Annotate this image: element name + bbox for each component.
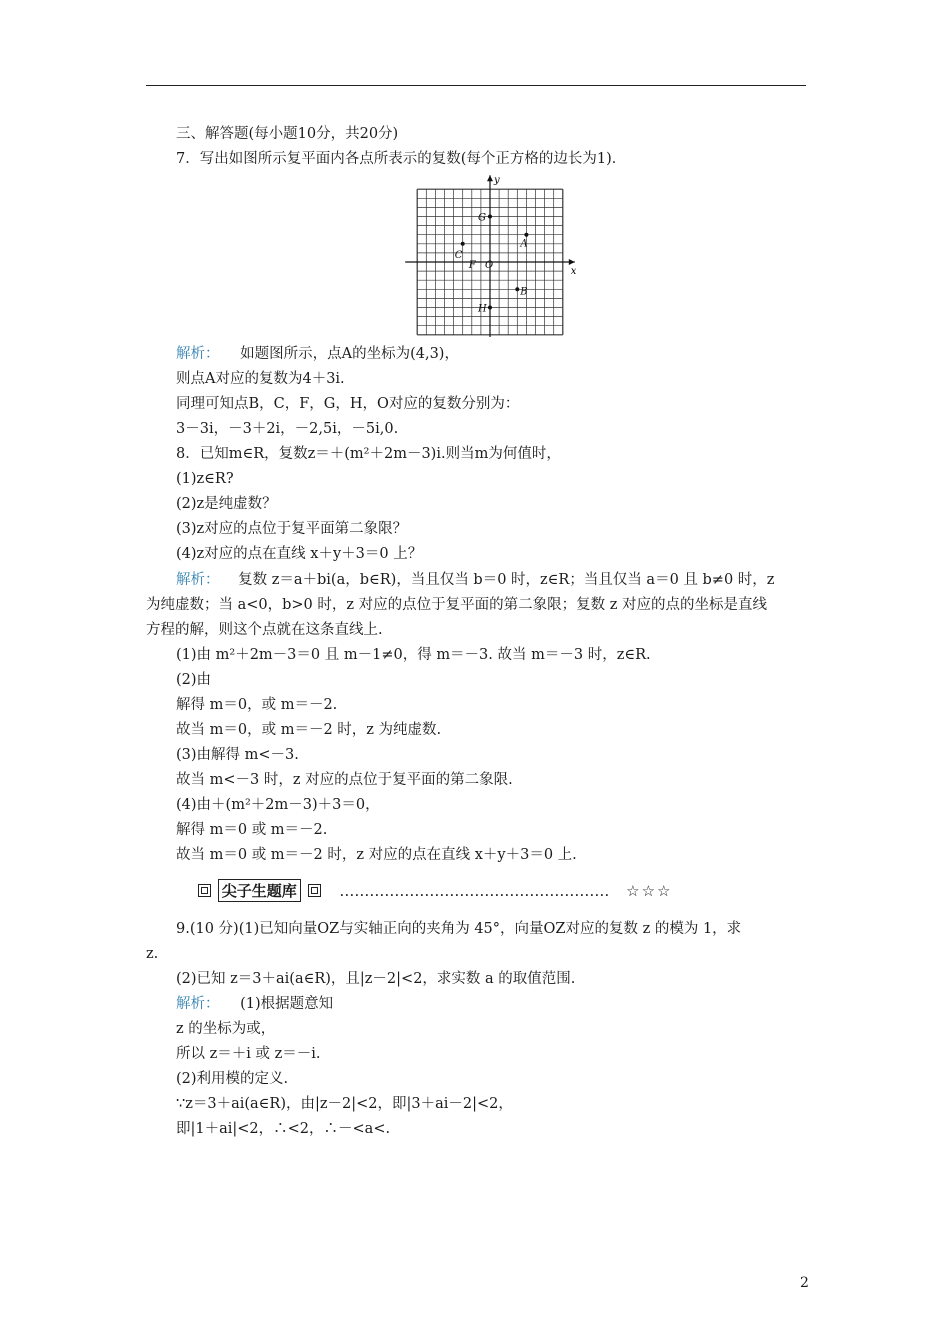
q8-solution-5: (3)由解得 m<－3. xyxy=(176,747,299,763)
q8-solution-7: (4)由＋(m²＋2m－3)＋3＝0， xyxy=(176,797,380,813)
q8-solution-9: 故当 m＝0 或 m＝－2 时，z 对应的点在直线 x＋y＋3＝0 上. xyxy=(176,847,577,863)
header-rule xyxy=(146,85,806,86)
point-B xyxy=(515,287,519,291)
jiexi-label: 解析： xyxy=(176,996,220,1012)
q8-solution-8: 解得 m＝0 或 m＝－2. xyxy=(176,822,328,838)
y-arrow-icon xyxy=(487,175,493,181)
point-label-C: C xyxy=(454,249,463,261)
q8-solution-3: 解得 m＝0，或 m＝－2. xyxy=(176,697,338,713)
q9-line-4: (2)利用模的定义. xyxy=(176,1071,289,1087)
top-student-banner xyxy=(198,879,672,902)
q7-jiexi xyxy=(176,345,459,363)
q7-line-4: 3－3i，－3＋2i，－2,5i，－5i,0. xyxy=(176,421,399,437)
q8-solution-6: 故当 m<－3 时，z 对应的点位于复平面的第二象限. xyxy=(176,772,513,788)
jiexi-label: 解析： xyxy=(176,572,220,588)
star-icon: ☆☆☆ xyxy=(626,882,673,900)
q9-line-1: (1)根据题意知 xyxy=(240,996,334,1012)
q8-part-2: (2)z是纯虚数？ xyxy=(176,496,277,512)
point-label-O: O xyxy=(485,260,494,271)
box-icon xyxy=(198,884,211,897)
q8-jiexi xyxy=(176,571,774,589)
complex-plane-figure xyxy=(400,172,585,337)
q8-part-4: (4)z对应的点在直线 x＋y＋3＝0 上？ xyxy=(176,546,423,562)
q8-analysis-2: 为纯虚数；当 a<0，b>0 时，z 对应的点位于复平面的第二象限；复数 z 对应的点的坐标是直线 xyxy=(146,597,767,613)
q8-solution-4: 故当 m＝0，或 m＝－2 时，z 为纯虚数. xyxy=(176,722,442,738)
point-A xyxy=(524,233,528,237)
point-H xyxy=(488,306,492,310)
point-label-H: H xyxy=(478,303,487,315)
q7-line-2: 则点A对应的复数为4＋3i. xyxy=(176,371,345,387)
q8-part-1: (1)z∈R? xyxy=(176,471,234,487)
banner-title: 尖子生题库 xyxy=(218,879,301,902)
box-icon xyxy=(308,884,321,897)
point-label-A: A xyxy=(520,238,528,250)
q7-line-1: 如题图所示，点A的坐标为(4,3)， xyxy=(240,346,459,362)
section-title: 三、解答题(每小题10分，共20分) xyxy=(176,126,399,142)
jiexi-label: 解析： xyxy=(176,346,220,362)
axes xyxy=(405,175,577,337)
q7-line-3: 同理可知点B，C，F，G，H，O对应的复数分别为： xyxy=(176,396,520,412)
q9-line-3: 所以 z＝＋i 或 z＝－i. xyxy=(176,1046,321,1062)
q9-question-3: (2)已知 z＝3＋ai(a∈R)，且|z－2|<2，求实数 a 的取值范围. xyxy=(176,971,576,987)
page-number: 2 xyxy=(800,1275,809,1291)
point-G xyxy=(488,215,492,219)
q8-question: 8．已知m∈R，复数z＝＋(m²＋2m－3)i.则当m为何值时， xyxy=(176,446,561,462)
q9-line-6: 即|1＋ai|<2，∴<2，∴－<a<. xyxy=(176,1121,391,1137)
y-axis-label: y xyxy=(494,175,500,187)
q8-solution-1: (1)由 m²＋2m－3＝0 且 m－1≠0，得 m＝－3. 故当 m＝－3 时，z∈R. xyxy=(176,647,651,663)
q9-jiexi xyxy=(176,995,333,1013)
q9-line-5: ∵z＝3＋ai(a∈R)，由|z－2|<2，即|3＋ai－2|<2， xyxy=(176,1096,513,1112)
point-label-B: B xyxy=(520,286,528,298)
q9-line-2: z 的坐标为或， xyxy=(176,1021,276,1037)
x-axis-label: x xyxy=(570,266,577,277)
q9-question-2: z. xyxy=(146,946,159,962)
point-label-G: G xyxy=(478,212,486,224)
q9-question-1: 9.(10 分)(1)已知向量OZ与实轴正向的夹角为 45°，向量OZ对应的复数 z 的模为 1，求 xyxy=(176,921,742,937)
q8-analysis-1: 复数 z＝a＋bi(a，b∈R)，当且仅当 b＝0 时，z∈R；当且仅当 a＝0 且 b≠0 时，z xyxy=(238,572,775,588)
q8-analysis-3: 方程的解，则这个点就在这条直线上. xyxy=(146,622,383,638)
q7-question: 7．写出如图所示复平面内各点所表示的复数(每个正方格的边长为1)． xyxy=(176,151,627,167)
point-label-F: F xyxy=(468,260,476,271)
point-C xyxy=(461,242,465,246)
x-arrow-icon xyxy=(569,259,575,265)
banner-dots: ……………………………………………… xyxy=(339,882,610,900)
q8-solution-2: (2)由 xyxy=(176,672,212,688)
q8-part-3: (3)z对应的点位于复平面第二象限？ xyxy=(176,521,408,537)
